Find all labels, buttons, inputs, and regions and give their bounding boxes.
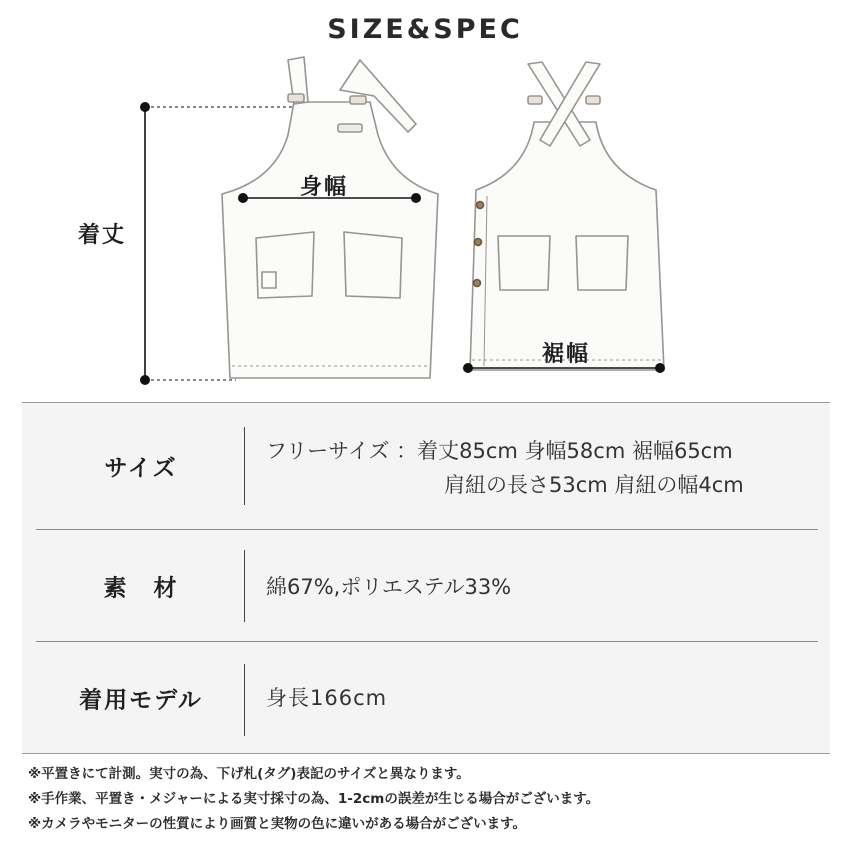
apron-back-view	[470, 62, 664, 370]
apron-diagram	[0, 0, 850, 400]
front-chest-label	[338, 124, 362, 132]
row-separator	[244, 427, 245, 505]
back-side-button	[474, 280, 481, 287]
note-item: ※カメラやモニターの性質により画質と実物の色に違いがある場合がございます。	[28, 816, 527, 832]
page-title: SIZE&SPEC	[327, 14, 523, 45]
model-value: 身長166cm	[266, 686, 388, 710]
length-top-marker	[141, 103, 150, 112]
length-bottom-marker	[141, 376, 150, 385]
size-label: サイズ	[104, 455, 178, 482]
spec-row-size	[36, 403, 818, 529]
back-side-button	[477, 202, 484, 209]
front-right-buckle	[350, 96, 366, 104]
note-item: ※平置きにて計測。実寸の為、下げ札(タグ)表記のサイズと異なります。	[28, 766, 470, 782]
row-separator	[244, 550, 245, 622]
hem-width-left-marker	[464, 364, 473, 373]
back-side-button	[475, 239, 482, 246]
row-separator	[244, 664, 245, 736]
back-right-pocket	[576, 236, 628, 290]
notes-section	[28, 762, 828, 837]
back-right-buckle	[586, 96, 600, 104]
model-label: 着用モデル	[79, 687, 203, 713]
length-label: 着丈	[78, 223, 127, 248]
size-value-line2: 肩紐の長さ53cm 肩紐の幅4cm	[444, 473, 744, 497]
back-left-pocket	[498, 236, 550, 290]
material-value: 綿67%,ポリエステル33%	[266, 575, 512, 599]
front-body-outline	[222, 102, 438, 378]
front-left-buckle	[288, 94, 304, 102]
spec-row-material	[36, 530, 818, 641]
apron-front-view	[222, 57, 438, 378]
front-right-pocket	[344, 232, 402, 298]
body-width-label: 身幅	[300, 175, 349, 200]
size-value-line1: フリーサイズ ：着丈85cm 身幅58cm 裾幅65cm	[266, 439, 733, 463]
material-label: 素 材	[103, 575, 179, 601]
hem-width-label: 裾幅	[542, 342, 591, 367]
body-width-left-marker	[239, 194, 248, 203]
front-pocket-tag	[262, 272, 276, 288]
body-width-right-marker	[412, 194, 421, 203]
back-left-buckle	[528, 96, 542, 104]
spec-row-model	[36, 642, 818, 753]
note-item: ※手作業、平置き・メジャーによる実寸採寸の為、1-2cmの誤差が生じる場合がございます。	[28, 791, 600, 807]
spec-table	[22, 402, 830, 754]
hem-width-right-marker	[656, 364, 665, 373]
